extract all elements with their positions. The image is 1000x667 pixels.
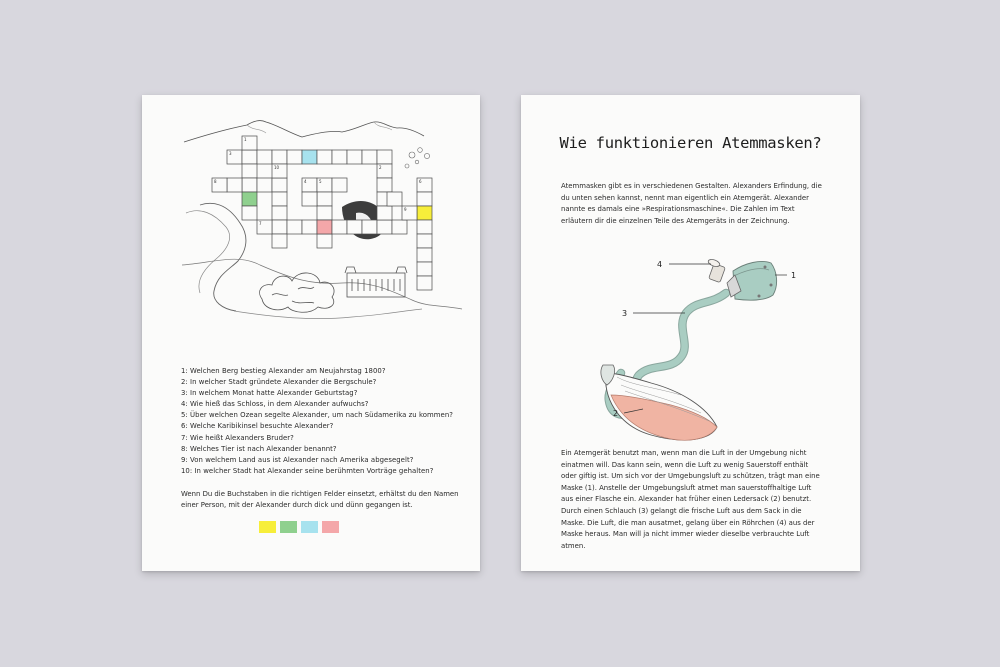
- exhale-tube-drawing: [707, 258, 725, 282]
- question-item: 5: Über welchen Ozean segelte Alexander, um nach Südamerika zu kommen?: [181, 411, 453, 420]
- crossword-illustration: [142, 95, 480, 335]
- question-item: 7: Wie heißt Alexanders Bruder?: [181, 433, 294, 442]
- crossword-number: 2: [379, 165, 382, 170]
- castle-drawing: [345, 267, 407, 297]
- swatch-yellow: [259, 521, 276, 533]
- bubbles-drawing: [405, 148, 430, 168]
- question-item: 10: In welcher Stadt hat Alexander seine berühmten Vorträge gehalten?: [181, 466, 434, 475]
- winding-path-drawing: [200, 203, 246, 311]
- solution-hint: Wenn Du die Buchstaben in die richtigen Felder einsetzt, erhältst du den Namen einer Person, mit der Alexander durch dick und dünn gegangen ist.: [181, 490, 459, 510]
- crossword-number: 7: [259, 221, 262, 226]
- label-2: 2: [613, 409, 619, 418]
- question-list: [181, 366, 471, 477]
- question-item: 1: Welchen Berg bestieg Alexander am Neujahrstag 1800?: [181, 367, 386, 375]
- crossword-number: 3: [229, 151, 232, 156]
- crossword-number: 1: [244, 137, 247, 142]
- question-item: 4: Wie hieß das Schloss, in dem Alexander aufwuchs?: [181, 400, 369, 409]
- question-item: 8: Welches Tier ist nach Alexander benannt?: [181, 444, 337, 453]
- label-3: 3: [622, 309, 628, 318]
- swatch-pink: [322, 521, 339, 533]
- swatch-cyan: [301, 521, 318, 533]
- mountains-drawing: [184, 121, 424, 142]
- swatch-green: [280, 521, 297, 533]
- question-item: 3: In welchem Monat hatte Alexander Geburtstag?: [181, 389, 358, 398]
- question-item: 2: In welcher Stadt gründete Alexander die Bergschule?: [181, 378, 377, 387]
- label-4: 4: [657, 260, 663, 269]
- body-paragraph: Ein Atemgerät benutzt man, wenn man die Luft in der Umgebung nicht einatmen will. Das kann sein, wenn die Luft zu wenig Sauerstoff enthält oder giftig ist. Um sich vor der Umgebungsluft zu schützen, trägt man eine Maske (1). Anstelle der Umgebungsluft atmet man sauerstoffhaltige Luft aus einer Flasche ein. Alexander hat früher einen Ledersack (2) benutzt. Durch einen Schlauch (3) gelangt die frische Luft aus dem Sack in die Maske. Die Luft, die man ausatmet, gelang über ein Röhrchen (4) aus der Maske heraus. Man will ja nicht immer wieder dieselbe verbrauchte Luft atmen.: [561, 449, 820, 550]
- solution-swatches: [259, 521, 339, 533]
- question-item: 9: Von welchem Land aus ist Alexander nach Amerika abgesegelt?: [181, 455, 414, 464]
- crossword-number: 8: [214, 179, 217, 184]
- crossword-number: 9: [404, 207, 407, 212]
- label-1: 1: [791, 271, 797, 280]
- crossword-number: 10: [274, 165, 280, 170]
- crossword-number: 4: [304, 179, 307, 184]
- page-title: Wie funktionieren Atemmasken?: [559, 134, 822, 152]
- mask-drawing: [727, 261, 777, 300]
- crossword-number: 6: [419, 179, 422, 184]
- leather-bag-drawing: [601, 365, 717, 440]
- left-page: [142, 95, 480, 571]
- crossword-number: 5: [319, 179, 322, 184]
- intro-paragraph: Atemmasken gibt es in verschiedenen Gestalten. Alexanders Erfindung, die du unten sehen kannst, nennt man eigentlich ein Atemgerät. Alexander nannte es damals eine »Respirationsmaschine«. Die Zahlen im Text erläutern dir die einzelnen Teile des Atemgeräts in der Zeichnung.: [561, 182, 822, 225]
- question-item: 6: Welche Karibikinsel besuchte Alexander?: [181, 422, 334, 431]
- right-page: [521, 95, 860, 571]
